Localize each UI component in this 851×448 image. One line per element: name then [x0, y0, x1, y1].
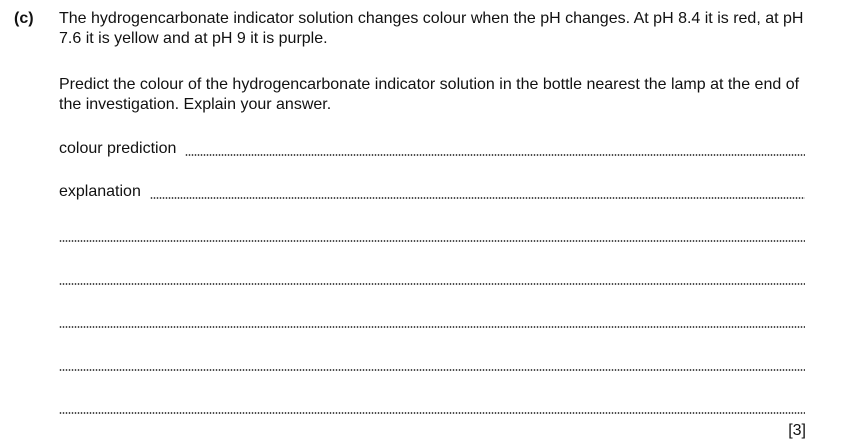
colour-prediction-label: colour prediction: [59, 140, 177, 157]
explanation-label: explanation: [59, 183, 141, 200]
dotted-answer-line: [59, 240, 805, 242]
dotted-answer-line: [59, 326, 805, 328]
answer-line[interactable]: [59, 223, 805, 245]
question-label: (c): [14, 10, 34, 27]
dotted-answer-line: [185, 154, 805, 156]
answer-line[interactable]: [59, 395, 805, 417]
answer-line[interactable]: [59, 309, 805, 331]
marks-indicator: [3]: [788, 422, 806, 439]
question-intro: The hydrogencarbonate indicator solution changes colour when the pH changes. At pH 8.4 it is red, at pH 7.6 it is yellow and at pH 9 it is purple.: [59, 10, 804, 47]
dotted-answer-line: [59, 412, 805, 414]
explanation-line[interactable]: [59, 180, 805, 202]
question-task: Predict the colour of the hydrogencarbonate indicator solution in the bottle nearest the lamp at the end of the investigation. Explain your answer.: [59, 76, 800, 113]
answer-line[interactable]: [59, 352, 805, 374]
colour-prediction-line[interactable]: [59, 137, 805, 159]
dotted-answer-line: [150, 197, 805, 199]
dotted-answer-line: [59, 369, 805, 371]
dotted-answer-line: [59, 283, 805, 285]
answer-line[interactable]: [59, 266, 805, 288]
